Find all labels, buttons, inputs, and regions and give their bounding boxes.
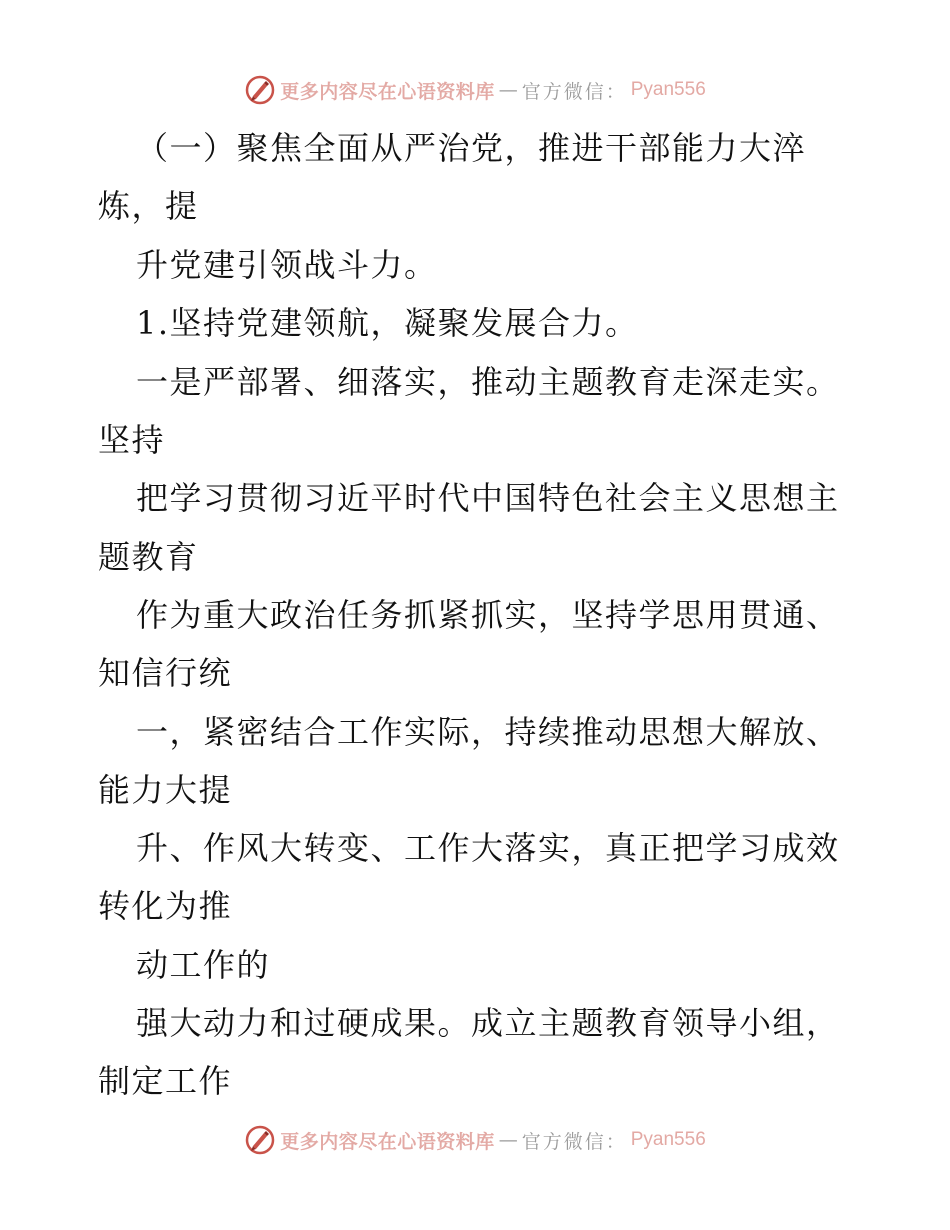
text-line: 强大动力和过硬成果。成立主题教育领导小组，	[136, 1004, 840, 1042]
watermark-id: Pyan556	[630, 1129, 706, 1150]
footer-watermark	[0, 1122, 950, 1158]
text-line: （一）聚焦全面从严治党，推进干部能力大淬	[136, 129, 807, 167]
watermark-separator: —	[498, 1129, 518, 1151]
text-line: 能力大提	[98, 771, 233, 809]
text-line: 制定工作	[98, 1062, 233, 1100]
watermark-separator: —	[498, 79, 518, 101]
watermark-text: 更多内容尽在心语资料库	[280, 80, 495, 103]
text-line: 把学习贯彻习近平时代中国特色社会主义思想主	[136, 479, 840, 517]
watermark-text: 更多内容尽在心语资料库	[280, 1130, 495, 1153]
text-line: 炼，提	[98, 187, 199, 225]
text-line: 动工作的	[136, 946, 271, 984]
text-line: 作为重大政治任务抓紧抓实，坚持学思用贯通、	[136, 596, 840, 634]
text-line: 1.坚持党建领航，凝聚发展合力。	[136, 304, 639, 342]
text-line: 升、作风大转变、工作大落实，真正把学习成效	[136, 829, 840, 867]
watermark-label: 官方微信：	[521, 80, 627, 103]
pen-seal-icon	[244, 74, 276, 106]
watermark-label: 官方微信：	[521, 1130, 627, 1153]
pen-seal-icon	[244, 1124, 276, 1156]
text-line: 转化为推	[98, 887, 233, 925]
header-watermark	[0, 72, 950, 108]
text-line: 一，紧密结合工作实际，持续推动思想大解放、	[136, 713, 840, 751]
text-line: 一是严部署、细落实，推动主题教育走深走实。	[136, 363, 840, 401]
text-line: 升党建引领战斗力。	[136, 246, 438, 284]
text-line: 题教育	[98, 538, 199, 576]
watermark-id: Pyan556	[630, 79, 706, 100]
text-line: 知信行统	[98, 654, 233, 692]
text-line: 坚持	[98, 421, 166, 459]
